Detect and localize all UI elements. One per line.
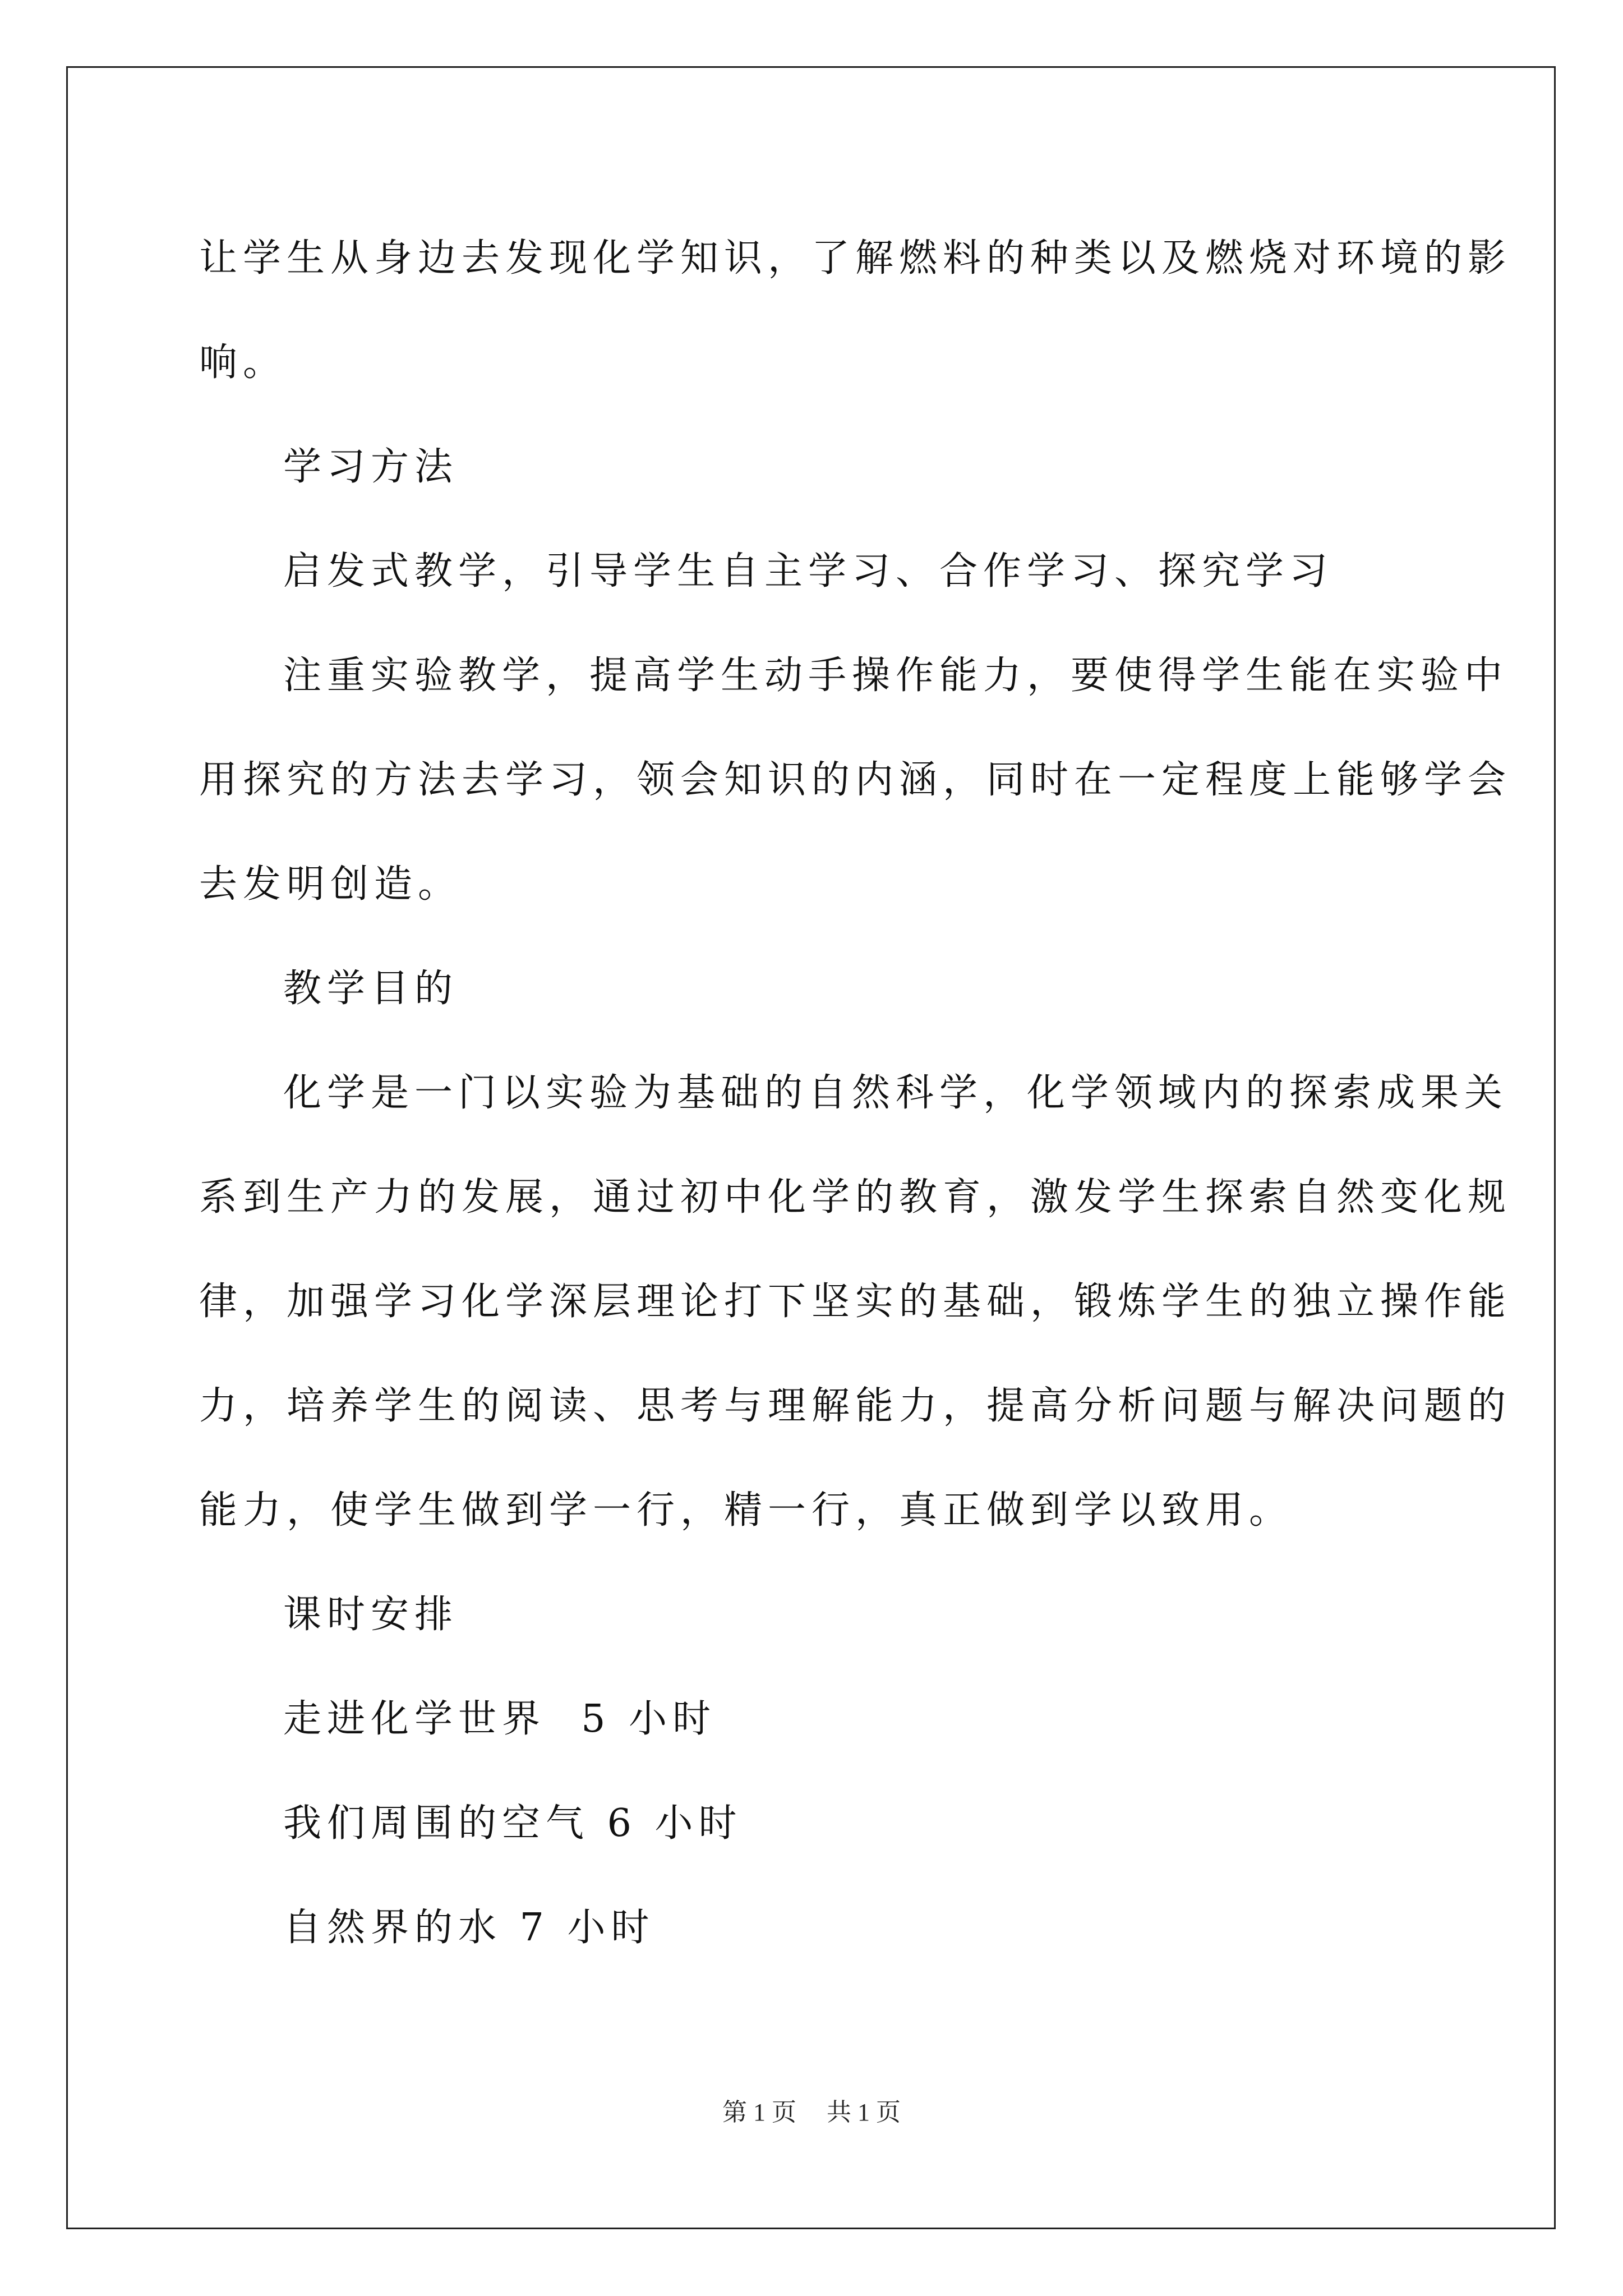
text-line: 化学是一门以实验为基础的自然科学，化学领域内的探索成果关 xyxy=(283,1071,1509,1115)
page-number: 第 1 页 xyxy=(722,2099,796,2126)
schedule-item: 自然界的水 7 小时 xyxy=(283,1906,655,1950)
text-line: 启发式教学，引导学生自主学习、合作学习、探究学习 xyxy=(283,549,1334,593)
text-line: 系到生产力的发展，通过初中化学的教育，激发学生探索自然变化规 xyxy=(199,1175,1512,1220)
section-heading-learning-methods: 学习方法 xyxy=(283,445,459,489)
section-heading-schedule: 课时安排 xyxy=(283,1593,459,1637)
text-line: 用探究的方法去学习，领会知识的内涵，同时在一定程度上能够学会 xyxy=(199,758,1512,802)
text-line: 力，培养学生的阅读、思考与理解能力，提高分析问题与解决问题的 xyxy=(199,1384,1512,1428)
page-total: 共 1 页 xyxy=(827,2099,901,2126)
page-footer xyxy=(0,2096,1623,2129)
text-line: 能力，使学生做到学一行，精一行，真正做到学以致用。 xyxy=(199,1488,1293,1533)
text-line: 律，加强学习化学深层理论打下坚实的基础，锻炼学生的独立操作能 xyxy=(199,1280,1512,1324)
section-heading-teaching-goals: 教学目的 xyxy=(283,967,459,1011)
schedule-item: 走进化学世界 5 小时 xyxy=(283,1697,717,1741)
text-line: 注重实验教学，提高学生动手操作能力，要使得学生能在实验中 xyxy=(283,654,1509,698)
text-line: 让学生从身边去发现化学知识，了解燃料的种类以及燃烧对环境的影 xyxy=(199,236,1512,280)
document-body xyxy=(199,206,1512,1980)
text-line: 去发明创造。 xyxy=(199,862,462,907)
text-line: 响。 xyxy=(199,341,287,385)
schedule-item: 我们周围的空气 6 小时 xyxy=(283,1801,743,1846)
